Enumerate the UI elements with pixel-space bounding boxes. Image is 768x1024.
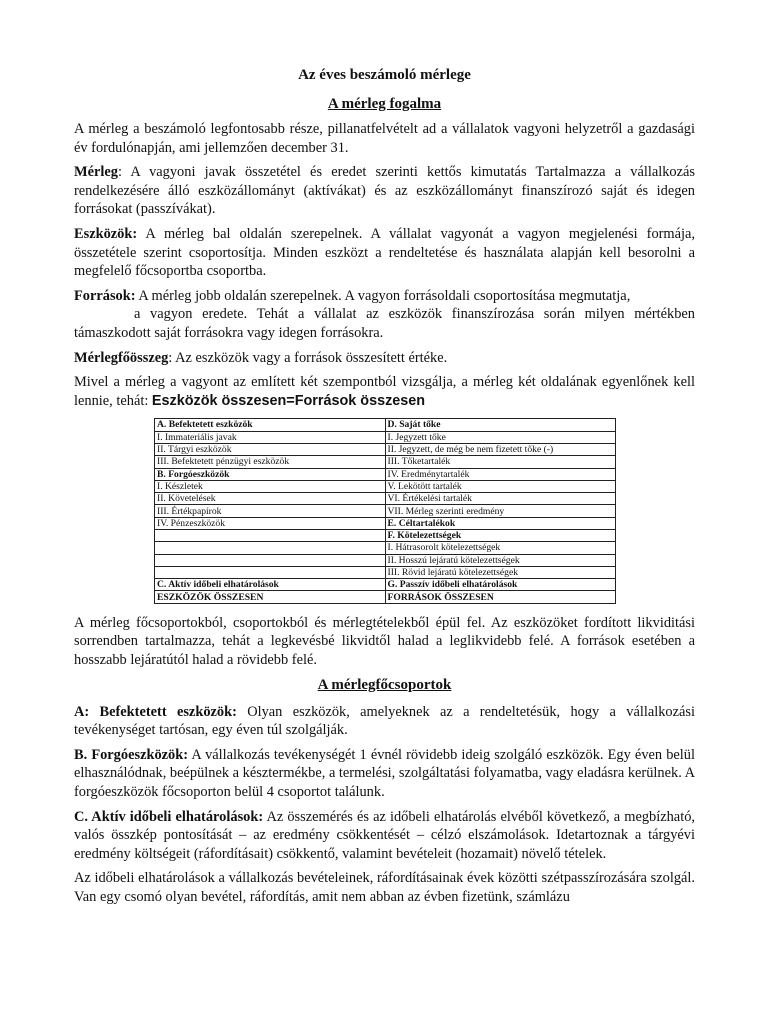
definition-aktiv-elhatarolasok: Az összemérés és az időbeli elhatárolás elvéből következő, a megbízható, valós összkép pontosítását – az eredmény csökkentését – célzó elszámolások. Idetartoznak a tárgyévi eredmény költségeit (ráfordításait) csökkentő, valamint bevételeit (hozamait) növelő tételek. xyxy=(74,808,695,862)
paragraph-merlegfoosszeg xyxy=(74,349,695,368)
table-cell-forras: G. Passzív időbeli elhatárolások xyxy=(385,579,616,591)
table-cell-eszkoz: IV. Pénzeszközök xyxy=(155,517,386,529)
table-row xyxy=(155,505,616,517)
table-cell-eszkoz xyxy=(155,529,386,541)
table-cell-forras: I. Hátrasorolt kötelezettségek xyxy=(385,542,616,554)
definition-merlegfoosszeg: : Az eszközök vagy a források összesített értéke. xyxy=(168,349,448,366)
table-cell-eszkoz xyxy=(155,554,386,566)
egyenloseg-formula: Eszközök összesen=Források összesen xyxy=(151,392,426,409)
definition-forgoeszkozok: A vállalkozás tevékenységét 1 évnél rövidebb ideig szolgáló eszközök. Egy éven belül elhasználódnak, beépülnek a késztermékbe, a termelési, szolgáltatási folyamatba, vagy eladásra kerülnek. A forgóeszközök főcsoporton belül 4 csoportot találunk. xyxy=(74,746,695,800)
table-row xyxy=(155,480,616,492)
table-row xyxy=(155,566,616,578)
table-cell-eszkoz: I. Készletek xyxy=(155,480,386,492)
term-befektetett-eszkozok: A: Befektetett eszközök: xyxy=(74,703,237,720)
table-row xyxy=(155,419,616,431)
table-cell-forras: VII. Mérleg szerinti eredmény xyxy=(385,505,616,517)
section-title-merlegfocsoportok: A mérlegfőcsoportok xyxy=(317,676,452,693)
term-forgoeszkozok: B. Forgóeszközök: xyxy=(74,746,189,763)
table-cell-eszkoz: II. Tárgyi eszközök xyxy=(155,443,386,455)
paragraph-eszkozok xyxy=(74,225,695,281)
definition-eszkozok: A mérleg bal oldalán szerepelnek. A vállalat vagyonát a vagyon megjelenési formája, összetétele szerint csoportosítja. Minden eszközt a rendeltetése és használata alapján kell besorolni a megfelelő főcsoportba csoportba. xyxy=(74,225,695,280)
definition-merleg: : A vagyoni javak összetétel és eredet szerinti kettős kimutatás Tartalmazza a vállalkozás rendelkezésére álló eszközállományt (aktívákat) és az eszközállományt finanszírozó saját és idegen forrásokat (passzívákat). xyxy=(74,164,695,218)
table-row xyxy=(155,529,616,541)
merleg-table xyxy=(154,418,616,603)
paragraph-merleg xyxy=(74,163,695,219)
table-cell-forras: E. Céltartalékok xyxy=(385,517,616,529)
table-cell-forras: IV. Eredménytartalék xyxy=(385,468,616,480)
table-row xyxy=(155,456,616,468)
term-merlegfoosszeg: Mérlegfőösszeg xyxy=(74,349,169,366)
table-cell-forras: I. Jegyzett tőke xyxy=(385,431,616,443)
table-cell-eszkoz: B. Forgóeszközök xyxy=(155,468,386,480)
table-row xyxy=(155,579,616,591)
egyenloseg-text: Mivel a mérleg a vagyont az említett két szempontból vizsgálja, a mérleg két oldalának egyenlőnek kell lennie, tehát: xyxy=(74,374,695,409)
table-cell-eszkoz: III. Befektetett pénzügyi eszközök xyxy=(155,456,386,468)
paragraph-idobeli-elhatarolasok: Az időbeli elhatárolások a vállalkozás bevételeinek, ráfordításainak évek közötti szétpasszírozására szolgál. Van egy csomó olyan bevétel, ráfordítás, amit nem abban az évben fizetünk, számlázu xyxy=(74,870,695,905)
document-page xyxy=(74,66,695,912)
paragraph-forrasok xyxy=(74,287,695,306)
term-merleg: Mérleg xyxy=(74,164,118,181)
table-cell-forras: III. Tőketartalék xyxy=(385,456,616,468)
table-row xyxy=(155,591,616,603)
table-row xyxy=(155,443,616,455)
table-row xyxy=(155,431,616,443)
document-title: Az éves beszámoló mérlege xyxy=(298,67,471,83)
paragraph-aktiv-elhatarolasok xyxy=(74,808,695,864)
section-title-merleg-fogalma: A mérleg fogalma xyxy=(327,96,442,112)
table-cell-eszkoz: III. Értékpapírok xyxy=(155,505,386,517)
table-row xyxy=(155,542,616,554)
table-row xyxy=(155,468,616,480)
table-cell-eszkoz: II. Követelések xyxy=(155,493,386,505)
paragraph-forgoeszkozok xyxy=(74,746,695,802)
definition-forrasok-line1: A mérleg jobb oldalán szerepelnek. A vagyon forrásoldali csoportosítása megmutatja, xyxy=(135,287,631,304)
table-cell-forras: II. Hosszú lejáratú kötelezettségek xyxy=(385,554,616,566)
table-row xyxy=(155,517,616,529)
table-cell-forras: D. Saját tőke xyxy=(385,419,616,431)
term-eszkozok: Eszközök: xyxy=(74,225,138,242)
table-cell-forras: II. Jegyzett, de még be nem fizetett tőke (-) xyxy=(385,443,616,455)
table-cell-eszkoz: I. Immateriális javak xyxy=(155,431,386,443)
table-row xyxy=(155,493,616,505)
table-cell-eszkoz: C. Aktív időbeli elhatárolások xyxy=(155,579,386,591)
table-cell-eszkoz xyxy=(155,566,386,578)
table-cell-eszkoz xyxy=(155,542,386,554)
table-cell-forras: FORRÁSOK ÖSSZESEN xyxy=(385,591,616,603)
table-cell-eszkoz: A. Befektetett eszközök xyxy=(155,419,386,431)
term-forrasok: Források: xyxy=(74,287,136,304)
table-cell-forras: VI. Értékelési tartalék xyxy=(385,493,616,505)
definition-forrasok-line2: a vagyon eredete. Tehát a vállalat az eszközök finanszírozása során milyen mértékben támaszkodott saját forrásokra vagy idegen forrásokra. xyxy=(74,306,695,341)
paragraph-befektetett xyxy=(74,703,695,740)
paragraph-felepites: A mérleg főcsoportokból, csoportokból és mérlegtételekből épül fel. Az eszközöket fordított likviditási sorrendben tartalmazza, tehát a legkevésbé likvidtől halad a leglikvidebb felé. A források esetében a hosszabb lejáratútól halad a rövidebb felé. xyxy=(74,614,695,668)
table-cell-eszkoz: ESZKÖZÖK ÖSSZESEN xyxy=(155,591,386,603)
paragraph-forrasok-cont xyxy=(74,305,695,342)
definition-befektetett-eszkozok: Olyan eszközök, amelyeknek az a rendeltetésük, hogy a vállalkozási tevékenységet tartósan, egy éven túl szolgálják. xyxy=(74,703,695,739)
paragraph-egyenloseg xyxy=(74,373,695,410)
term-aktiv-elhatarolasok: C. Aktív időbeli elhatárolások: xyxy=(74,808,264,825)
table-cell-forras: III. Rövid lejáratú kötelezettségek xyxy=(385,566,616,578)
table-row xyxy=(155,554,616,566)
table-cell-forras: F. Kötelezettségek xyxy=(385,529,616,541)
table-cell-forras: V. Lekötött tartalék xyxy=(385,480,616,492)
paragraph-intro: A mérleg a beszámoló legfontosabb része, pillanatfelvételt ad a vállalatok vagyoni helyzetről a gazdasági év fordulónapján, ami jellemzően december 31. xyxy=(74,121,695,156)
